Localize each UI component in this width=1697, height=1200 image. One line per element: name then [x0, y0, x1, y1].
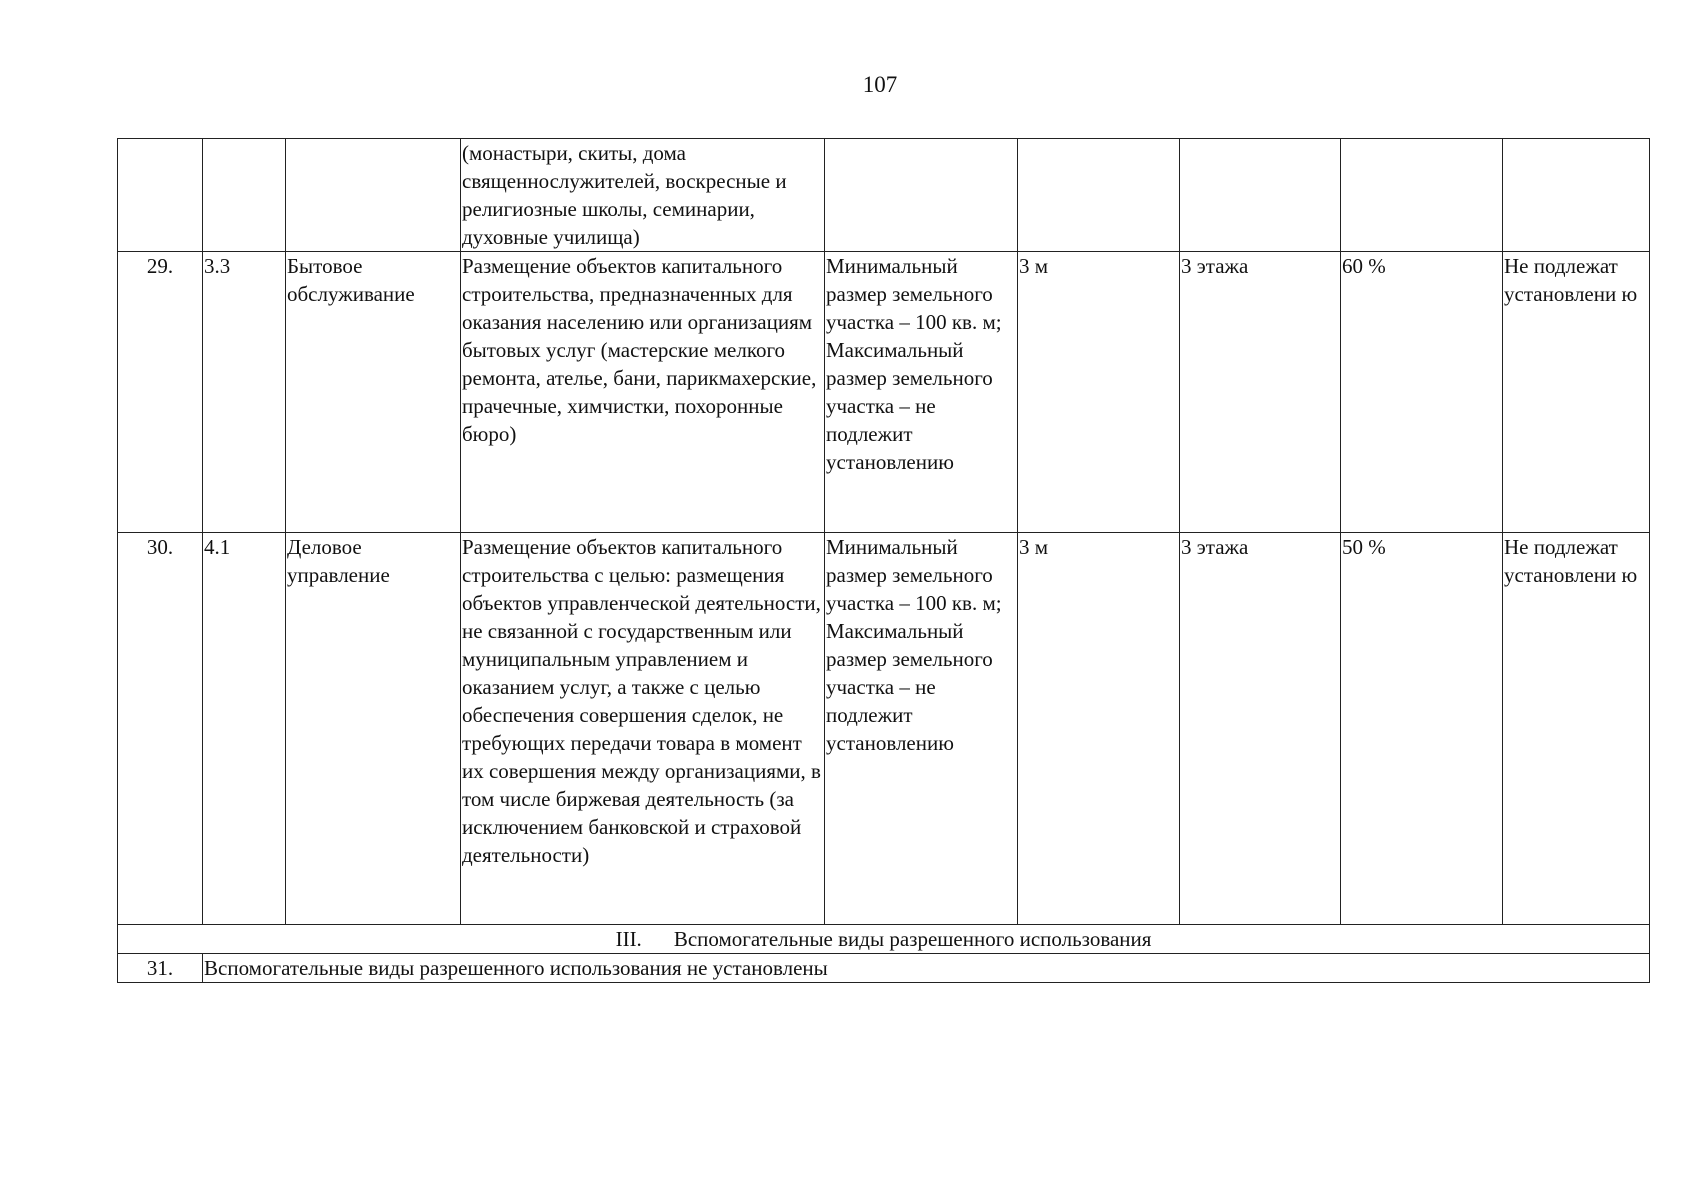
- use-description: Размещение объектов капитального строительства с целью: размещения объектов управленческой деятельности, не связанной с государственным или муниципальным управлением и оказанием услуг, а также с целью обеспечения совершения сделок, не требующих передачи товара в момент их совершения между организациями, в том числе биржевая деятельность (за исключением банковской и страховой деятельности): [461, 533, 825, 925]
- setback-distance: [1018, 139, 1180, 252]
- row-number: 29.: [118, 252, 203, 533]
- other-parameters: [1503, 139, 1650, 252]
- use-name: Деловое управление: [286, 533, 461, 925]
- max-coverage: 50 %: [1341, 533, 1503, 925]
- max-floors: [1180, 139, 1341, 252]
- plot-size-limits: Минимальный размер земельного участка – 100 кв. м; Максимальный размер земельного участка – не подлежит установлению: [825, 252, 1018, 533]
- max-floors: 3 этажа: [1180, 533, 1341, 925]
- use-name: [286, 139, 461, 252]
- row-number: 31.: [118, 954, 203, 983]
- other-parameters: Не подлежат установлени ю: [1503, 533, 1650, 925]
- final-row-text: Вспомогательные виды разрешенного использования не установлены: [203, 954, 1650, 983]
- use-description: Размещение объектов капитального строительства, предназначенных для оказания населению или организациям бытовых услуг (мастерские мелкого ремонта, ателье, бани, парикмахерские, прачечные, химчистки, похоронные бюро): [461, 252, 825, 533]
- section-heading: [118, 925, 1650, 954]
- table-row: [118, 533, 1650, 925]
- section-numeral: III.: [615, 927, 642, 951]
- setback-distance: 3 м: [1018, 533, 1180, 925]
- max-coverage: [1341, 139, 1503, 252]
- section-title: Вспомогательные виды разрешенного использования: [673, 927, 1152, 951]
- setback-distance: 3 м: [1018, 252, 1180, 533]
- table-row: [118, 954, 1650, 983]
- row-number: 30.: [118, 533, 203, 925]
- section-heading-row: [118, 925, 1650, 954]
- zoning-table: [117, 138, 1650, 983]
- row-number: [118, 139, 203, 252]
- use-description: (монастыри, скиты, дома священнослужителей, воскресные и религиозные школы, семинарии, духовные училища): [461, 139, 825, 252]
- max-floors: 3 этажа: [1180, 252, 1341, 533]
- use-code: 3.3: [203, 252, 286, 533]
- table-row: [118, 139, 1650, 252]
- table-row: [118, 252, 1650, 533]
- page-number: 107: [862, 72, 898, 97]
- plot-size-limits: [825, 139, 1018, 252]
- use-name: Бытовое обслуживание: [286, 252, 461, 533]
- use-code: 4.1: [203, 533, 286, 925]
- use-code: [203, 139, 286, 252]
- max-coverage: 60 %: [1341, 252, 1503, 533]
- other-parameters: Не подлежат установлени ю: [1503, 252, 1650, 533]
- plot-size-limits: Минимальный размер земельного участка – 100 кв. м; Максимальный размер земельного участка – не подлежит установлению: [825, 533, 1018, 925]
